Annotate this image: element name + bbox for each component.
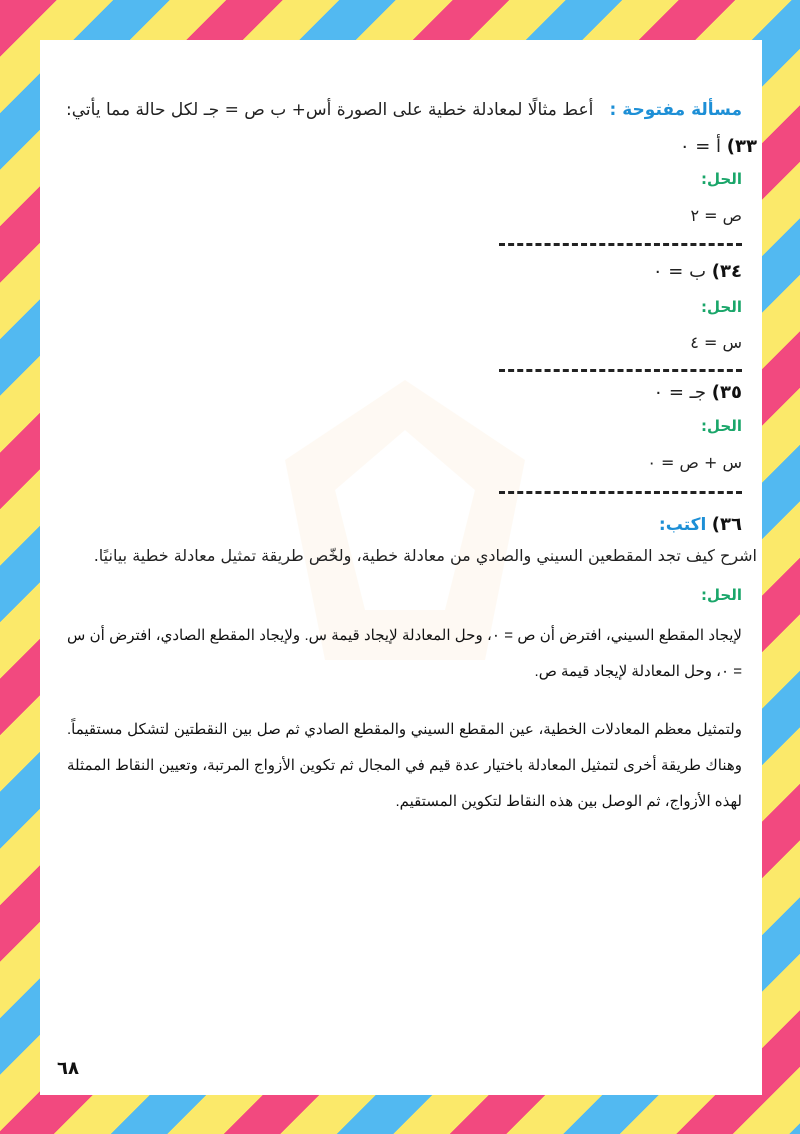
q34-solution-label: الحل: bbox=[701, 298, 742, 316]
q36-number: ٣٦) bbox=[711, 514, 742, 535]
q35-line bbox=[653, 382, 742, 403]
q36-solution-label: الحل: bbox=[701, 586, 742, 604]
q34-answer: س = ٤ bbox=[690, 333, 742, 352]
q35-condition: جـ = ٠ bbox=[653, 382, 707, 403]
q35-divider bbox=[499, 491, 742, 494]
q33-solution-label: الحل: bbox=[701, 170, 742, 188]
intro-line bbox=[66, 100, 742, 120]
write-label: اكتب: bbox=[658, 515, 707, 535]
q35-answer: س + ص = ٠ bbox=[647, 453, 742, 472]
q33-answer: ص = ٢ bbox=[690, 206, 742, 225]
q34-divider bbox=[499, 369, 742, 372]
q36-line bbox=[659, 514, 742, 535]
q33-condition: أ = ٠ bbox=[679, 136, 722, 157]
q34-condition: ب = ٠ bbox=[652, 261, 707, 282]
q35-number: ٣٥) bbox=[711, 382, 742, 403]
q33-number: ٣٣) bbox=[726, 136, 757, 157]
q36-paragraph-1: لإيجاد المقطع السيني، افترض أن ص = ٠، وحل المعادلة لإيجاد قيمة س. ولإيجاد المقطع الصادي، افترض أن س = ٠، وحل المعادلة لإيجاد قيمة ص. bbox=[67, 627, 742, 680]
q33-line bbox=[680, 136, 757, 157]
q33-divider bbox=[499, 243, 742, 246]
q36-paragraph-2: ولتمثيل معظم المعادلات الخطية، عين المقطع السيني والمقطع الصادي ثم صل بين النقطتين لتشكل مستقيماً. وهناك طريقة أخرى لتمثيل المعادلة باختيار عدة قيم في المجال ثم تكوين الأزواج المرتبة، وتعيين النقاط الممثلة لهذه الأزواج، ثم الوصل بين هذه النقاط لتكوين المستقيم. bbox=[67, 721, 742, 810]
open-problem-label: مسألة مفتوحة : bbox=[609, 100, 742, 120]
intro-text: أعط مثالًا لمعادلة خطية على الصورة أس+ ب ص = جـ لكل حالة مما يأتي: bbox=[66, 100, 594, 120]
q34-number: ٣٤) bbox=[711, 261, 742, 282]
q35-solution-label: الحل: bbox=[701, 417, 742, 435]
q36-question: اشرح كيف تجد المقطعين السيني والصادي من معادلة خطية، ولخّص طريقة تمثيل معادلة خطية بيانيًا. bbox=[93, 546, 757, 565]
q34-line bbox=[653, 261, 742, 282]
page bbox=[40, 40, 762, 1095]
page-number: ٦٨ bbox=[57, 1058, 79, 1079]
